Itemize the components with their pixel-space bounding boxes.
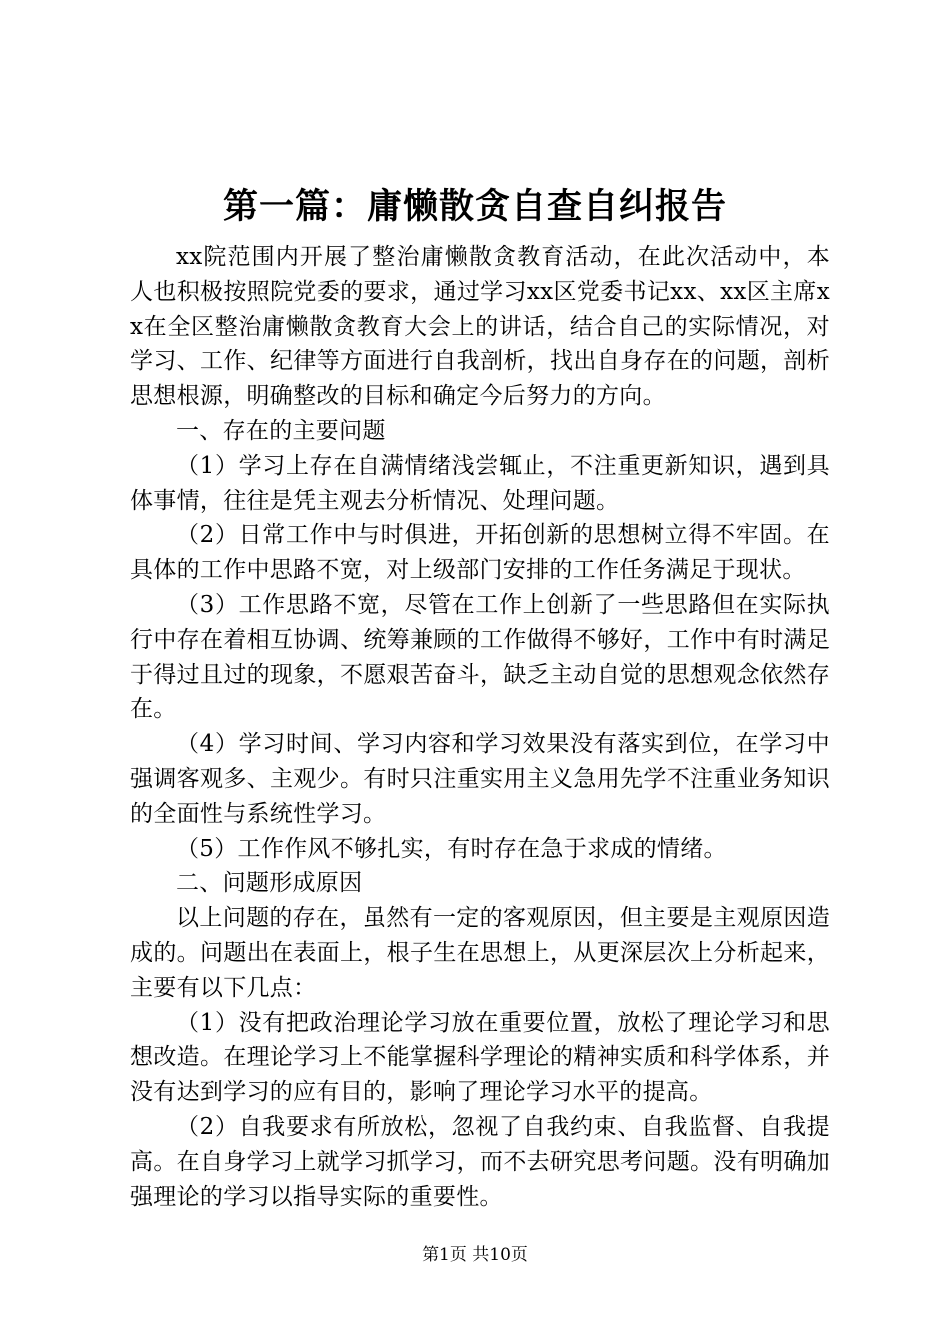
problem-item-1: （1）学习上存在自满情绪浅尝辄止，不注重更新知识，遇到具体事情，往往是凭主观去分析情况、处理问题。: [130, 452, 830, 514]
problem-item-2: （2）日常工作中与时俱进，开拓创新的思想树立得不牢固。在具体的工作中思路不宽，对上级部门安排的工作任务满足于现状。: [130, 522, 830, 584]
section-heading-problems: 一、存在的主要问题: [176, 417, 386, 444]
problem-item-4: （4）学习时间、学习内容和学习效果没有落实到位，在学习中强调客观多、主观少。有时只注重实用主义急用先学不注重业务知识的全面性与系统性学习。: [130, 731, 830, 827]
causes-intro-paragraph: 以上问题的存在，虽然有一定的客观原因，但主要是主观原因造成的。问题出在表面上，根子生在思想上，从更深层次上分析起来，主要有以下几点：: [130, 905, 830, 1001]
cause-item-1: （1）没有把政治理论学习放在重要位置，放松了理论学习和思想改造。在理论学习上不能掌握科学理论的精神实质和科学体系，并没有达到学习的应有目的，影响了理论学习水平的提高。: [130, 1009, 830, 1106]
problem-item-3: （3）工作思路不宽，尽管在工作上创新了一些思路但在实际执行中存在着相互协调、统筹兼顾的工作做得不够好，工作中有时满足于得过且过的现象，不愿艰苦奋斗，缺乏主动自觉的思想观念依然存在。: [130, 591, 830, 723]
document-title: 第一篇：庸懒散贪自查自纠报告: [222, 187, 727, 227]
document-body: [130, 240, 830, 1214]
intro-paragraph: xx院范围内开展了整治庸懒散贪教育活动，在此次活动中，本人也积极按照院党委的要求，通过学习xx区党委书记xx、xx区主席xx在全区整治庸懒散贪教育大会上的讲话，结合自己的实际情况，对学习、工作、纪律等方面进行自我剖析，找出自身存在的问题，剖析思想根源，明确整改的目标和确定今后努力的方向。: [130, 244, 830, 410]
section-heading-causes: 二、问题形成原因: [176, 870, 363, 897]
page-number-footer: 第1页 共10页: [422, 1245, 528, 1265]
cause-item-2: （2）自我要求有所放松，忽视了自我约束、自我监督、自我提高。在自身学习上就学习抓学习，而不去研究思考问题。没有明确加强理论的学习以指导实际的重要性。: [130, 1113, 830, 1210]
problem-item-5: （5）工作作风不够扎实，有时存在急于求成的情绪。: [176, 835, 727, 862]
